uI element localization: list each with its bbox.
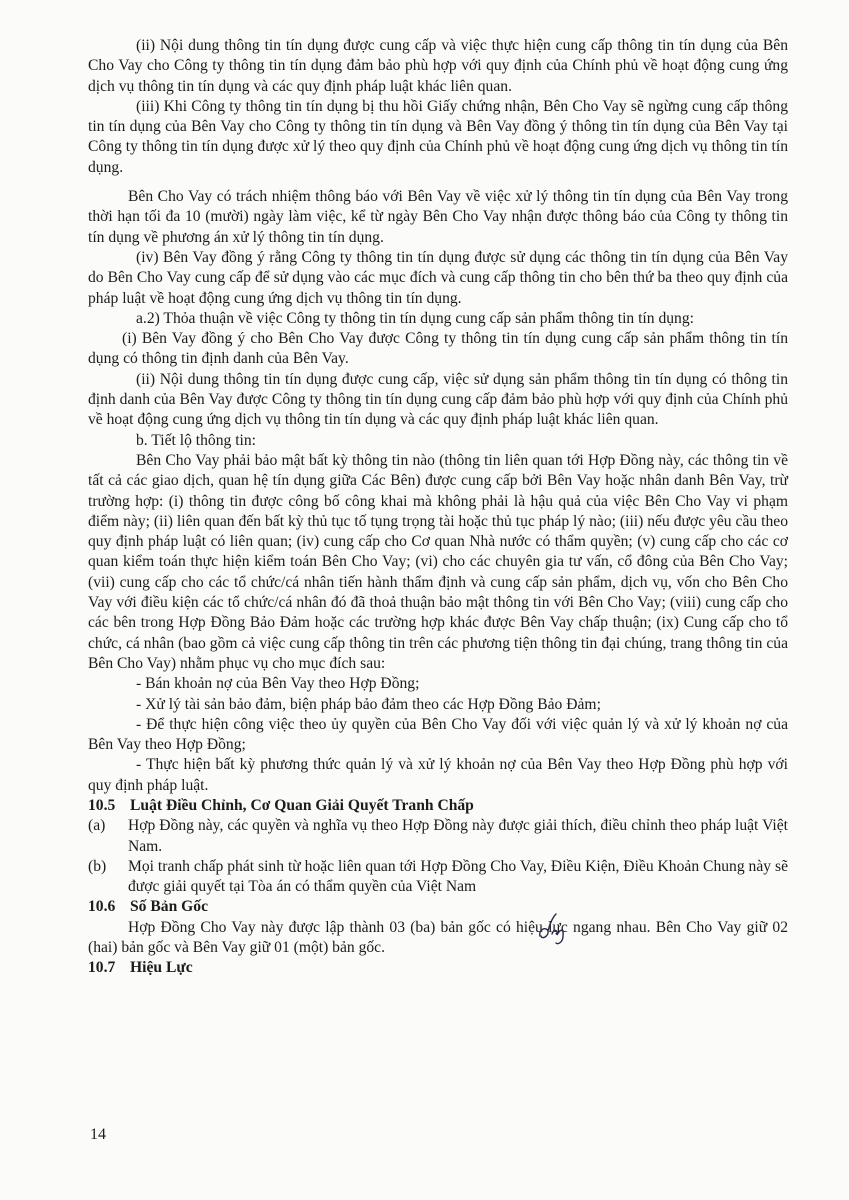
paragraph-confidentiality: Bên Cho Vay phải bảo mật bất kỳ thông tin nào (thông tin liên quan tới Hợp Đồng này, các thông tin về tất cả các giao dịch, quan hệ tín dụng giữa Các Bên) được cung cấp bởi Bên Vay hoặc nhân danh Bên Vay, trừ trường hợp: (i) thông tin được công bố công khai mà không phải là hậu quả của việc Bên Cho Vay vi phạm điểm này; (ii) liên quan đến bất kỳ thủ tục tố tụng trọng tài hoặc thủ tục pháp lý nào; (iii) nếu được yêu cầu theo quy định pháp luật có liên quan; (iv) cung cấp cho Cơ quan Nhà nước có thẩm quyền; (v) cung cấp cho các cơ quan kiểm toán thực hiện kiểm toán Bên Cho Vay; (vi) cho các chuyên gia tư vấn, cổ đông của Bên Cho Vay; (vii) cung cấp cho các tổ chức/cá nhân tiến hành thẩm định và cung cấp sản phẩm, dịch vụ, vốn cho Bên Cho Vay với điều kiện các tổ chức/cá nhân đó đã thoả thuận bảo mật thông tin với Bên Cho Vay; (viii) cung cấp cho các bên trong Hợp Đồng Bảo Đảm hoặc các trường hợp khác được Bên Vay chấp thuận; (ix) Cung cấp cho tổ chức, cá nhân (bao gồm cả việc cung cấp thông tin trên các phương tiện thông tin đại chúng, trang thông tin của Bên Cho Vay) nhằm phục vụ cho mục đích sau: <box>88 451 788 672</box>
clause-text: Mọi tranh chấp phát sinh từ hoặc liên quan tới Hợp Đồng Cho Vay, Điều Kiện, Điều Khoản Chung này sẽ được giải quyết tại Tòa án có thẩm quyền của Việt Nam <box>128 857 788 896</box>
paragraph-iii-revocation: (iii) Khi Công ty thông tin tín dụng bị thu hồi Giấy chứng nhận, Bên Cho Vay sẽ ngừng cung cấp thông tin tín dụng của Bên Vay cho Công ty thông tin tín dụng và Bên Vay đồng ý thông tin tín dụng của Bên Vay tại Công ty thông tin tín dụng được xử lý theo quy định của Chính phủ về hoạt động cung ứng dịch vụ thông tin tín dụng. <box>88 97 788 176</box>
original-copies-block <box>88 918 788 959</box>
section-number: 10.7 <box>88 959 116 977</box>
clause-10-5-b <box>88 857 788 898</box>
paragraph-i-agree: (i) Bên Vay đồng ý cho Bên Cho Vay được Công ty thông tin tín dụng cung cấp sản phẩm thông tin tín dụng có thông tin định danh của Bên Vay. <box>88 330 788 368</box>
paragraph-b-heading: b. Tiết lộ thông tin: <box>136 431 257 449</box>
paragraph-original-copies: Hợp Đồng Cho Vay này được lập thành 03 (ba) bản gốc có hiệu lực ngang nhau. Bên Cho Vay giữ 02 (hai) bản gốc và Bên Vay giữ 01 (một) bản gốc. <box>88 918 788 957</box>
dash-item-authorization: - Để thực hiện công việc theo ủy quyền của Bên Cho Vay đối với việc quản lý và xử lý khoản nợ của Bên Vay theo Hợp Đồng; <box>88 715 788 754</box>
clause-label: (b) <box>88 857 107 875</box>
clause-text: Hợp Đồng này, các quyền và nghĩa vụ theo Hợp Đồng này được giải thích, điều chỉnh theo pháp luật Việt Nam. <box>128 817 788 855</box>
paragraph-iv-consent: (iv) Bên Vay đồng ý rằng Công ty thông tin tín dụng được sử dụng các thông tin tín dụng của Bên Vay do Bên Cho Vay cung cấp để sử dụng vào các mục đích và cung cấp thông tin cho bên thứ ba theo quy định của pháp luật về hoạt động cung ứng dịch vụ thông tin tín dụng. <box>88 248 788 307</box>
clause-10-5-a <box>88 816 788 857</box>
section-10-5-heading <box>88 796 788 816</box>
section-title: Luật Điều Chỉnh, Cơ Quan Giải Quyết Tranh Chấp <box>130 796 474 814</box>
clause-label: (a) <box>88 817 106 835</box>
dash-item-debt-handling: - Thực hiện bất kỳ phương thức quản lý và xử lý khoản nợ của Bên Vay theo Hợp Đồng phù hợp với quy định pháp luật. <box>88 756 788 794</box>
section-10-6-heading <box>88 897 788 917</box>
initials-signature <box>536 912 582 946</box>
section-title: Số Bản Gốc <box>130 898 208 916</box>
dash-item-sell-debt: - Bán khoản nợ của Bên Vay theo Hợp Đồng; <box>136 675 420 693</box>
section-number: 10.6 <box>88 898 116 916</box>
section-10-7-heading <box>88 958 788 978</box>
paragraph-ii-product: (ii) Nội dung thông tin tín dụng được cung cấp, việc sử dụng sản phẩm thông tin tín dụng có thông tin định danh của Bên Vay được Công ty thông tin tín dụng cung cấp đảm bảo phù hợp với quy định của Chính phủ về hoạt động cung ứng dịch vụ thông tin tín dụng và các quy định pháp luật khác liên quan. <box>88 370 788 429</box>
section-number: 10.5 <box>88 796 116 814</box>
dash-item-collateral: - Xử lý tài sản bảo đảm, biện pháp bảo đảm theo các Hợp Đồng Bảo Đảm; <box>136 695 601 713</box>
paragraph-ii-content: (ii) Nội dung thông tin tín dụng được cung cấp và việc thực hiện cung cấp thông tin tín dụng của Bên Cho Vay cho Công ty thông tin tín dụng đảm bảo phù hợp với quy định của Chính phủ về hoạt động cung ứng dịch vụ thông tin tín dụng và các quy định pháp luật khác liên quan. <box>88 37 788 95</box>
section-title: Hiệu Lực <box>130 959 193 977</box>
page-body <box>88 36 788 979</box>
page-number: 14 <box>90 1126 106 1143</box>
paragraph-notify-duty: Bên Cho Vay có trách nhiệm thông báo với Bên Vay về việc xử lý thông tin tín dụng của Bên Vay trong thời hạn tối đa 10 (mười) ngày làm việc, kể từ ngày Bên Cho Vay nhận được thông báo của Công ty thông tin tín dụng về phương án xử lý thông tin tín dụng. <box>88 188 788 246</box>
paragraph-a2-heading: a.2) Thỏa thuận về việc Công ty thông tin tín dụng cung cấp sản phẩm thông tin tín dụng: <box>136 309 694 327</box>
